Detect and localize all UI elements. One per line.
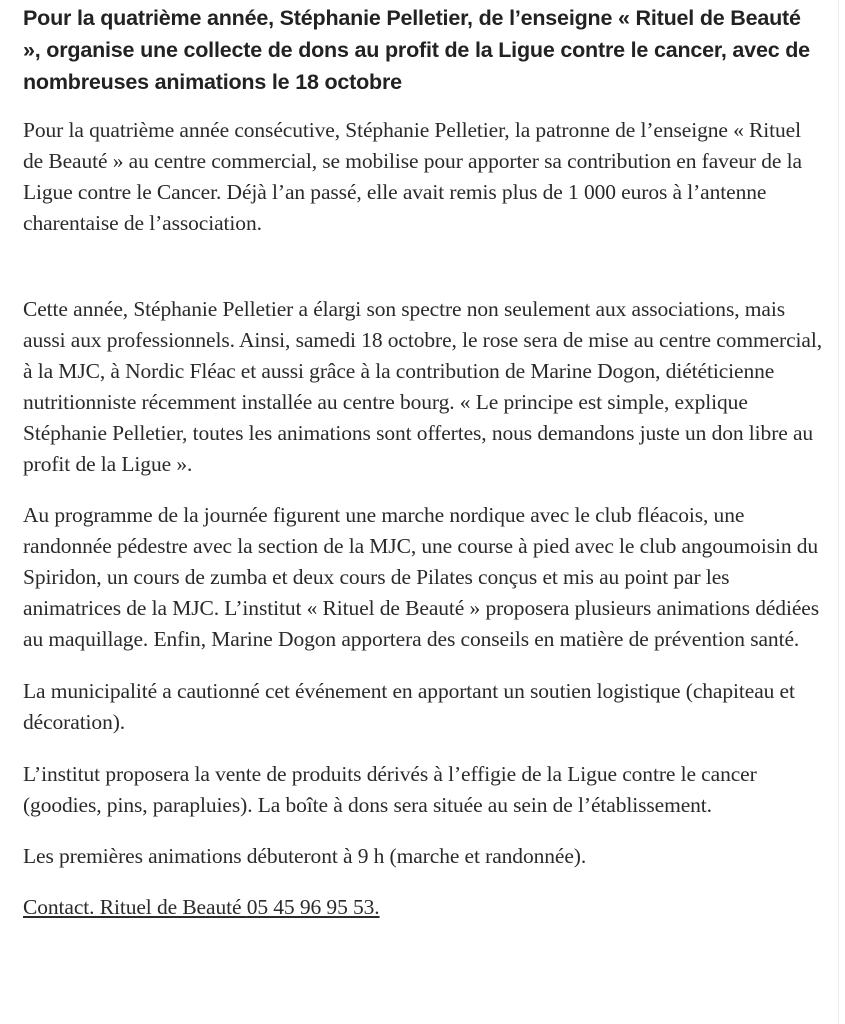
contact-label: Contact. Rituel de Beauté: [23, 895, 247, 919]
article-paragraph: La municipalité a cautionné cet événement en apportant un soutien logistique (chapiteau et décoration).: [23, 679, 795, 734]
article-paragraph: Pour la quatrième année consécutive, Stéphanie Pelletier, la patronne de l’enseigne « Rituel de Beauté » au centre commercial, se mobilise pour apporter sa contribution en faveur de la Ligue contre le Cancer. Déjà l’an passé, elle avait remis plus de 1 000 euros à l’antenne charentaise de l’association.: [23, 118, 802, 235]
article-paragraph: Cette année, Stéphanie Pelletier a élargi son spectre non seulement aux associations, mais aussi aux professionnels. Ainsi, samedi 18 octobre, le rose sera de mise au centre commercial, à la MJC, à Nordic Fléac et aussi grâce à la contribution de Marine Dogon, diététicienne nutritionniste récemment installée au centre bourg. « Le principe est simple, explique Stéphanie Pelletier, toutes les animations sont offertes, nous demandons juste un don libre au profit de la Ligue ».: [23, 297, 822, 476]
article: [23, 0, 823, 923]
page-edge-divider: [838, 0, 839, 1024]
article-paragraph: L’institut proposera la vente de produits dérivés à l’effigie de la Ligue contre le cancer (goodies, pins, parapluies). La boîte à dons sera située au sein de l’établissement.: [23, 762, 757, 817]
article-headline: Pour la quatrième année, Stéphanie Pelletier, de l’enseigne « Rituel de Beauté », organise une collecte de dons au profit de la Ligue contre le cancer, avec de nombreuses animations le 18 octobre: [23, 6, 810, 94]
article-paragraph: Les premières animations débuteront à 9 h (marche et randonnée).: [23, 844, 587, 868]
contact-link[interactable]: [23, 895, 380, 919]
contact-phone-link[interactable]: 05 45 96 95 53.: [246, 895, 380, 919]
article-paragraph: Au programme de la journée figurent une marche nordique avec le club fléacois, une randonnée pédestre avec la section de la MJC, une course à pied avec le club angoumoisin du Spiridon, un cours de zumba et deux cours de Pilates conçus et mis au point par les animatrices de la MJC. L’institut « Rituel de Beauté » proposera plusieurs animations dédiées au maquillage. Enfin, Marine Dogon apportera des conseils en matière de prévention santé.: [23, 503, 819, 651]
contact-line: [23, 892, 823, 923]
